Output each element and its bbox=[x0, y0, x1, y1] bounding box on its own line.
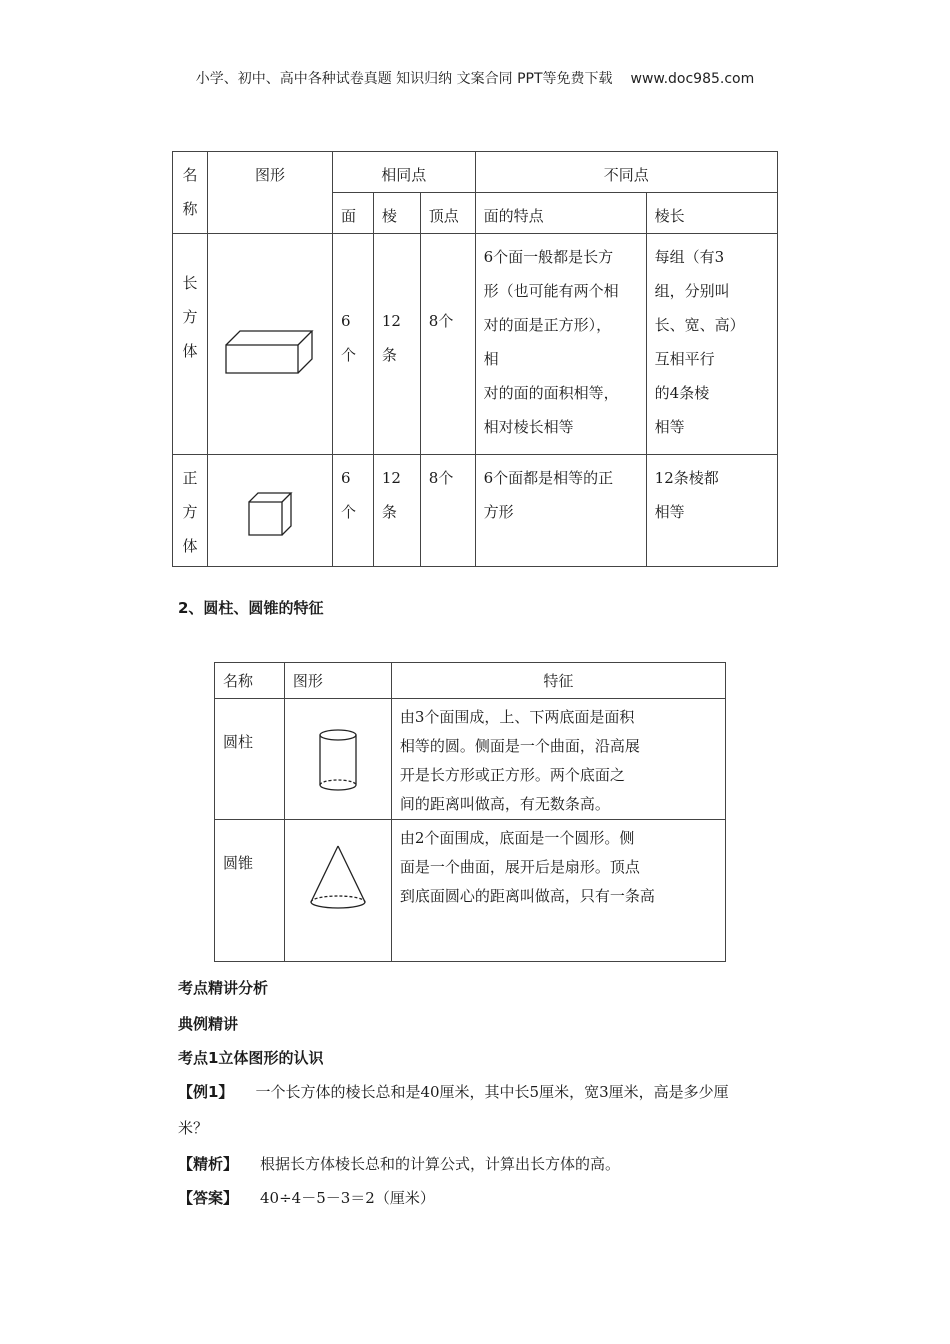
edges-num: 12 bbox=[381, 312, 401, 330]
header-shape: 图形 bbox=[207, 152, 332, 234]
t2-header-feature: 特征 bbox=[391, 663, 725, 699]
cube-faces bbox=[332, 455, 373, 567]
name-cube bbox=[173, 455, 208, 567]
edges-num: 12 bbox=[381, 469, 401, 487]
header-name-cell bbox=[173, 152, 208, 234]
name-char: 体 bbox=[182, 342, 198, 360]
section2-title: 2、圆柱、圆锥的特征 bbox=[178, 599, 324, 617]
header-diff: 不同点 bbox=[475, 152, 777, 193]
analysis-text: 根据长方体棱长总和的计算公式，计算出长方体的高。 bbox=[260, 1155, 621, 1173]
header-name-char: 称 bbox=[182, 200, 198, 218]
name-char: 方 bbox=[182, 308, 198, 326]
answer-tag: 【答案】 bbox=[178, 1189, 239, 1207]
cone-figure-cell bbox=[284, 820, 391, 962]
cylinder-feature bbox=[391, 699, 725, 820]
analysis-title: 考点精讲分析 bbox=[178, 979, 269, 997]
cube-figure-cell bbox=[207, 455, 332, 567]
feature-line: 相对棱长相等 bbox=[483, 418, 574, 436]
header-name-char: 名 bbox=[182, 166, 198, 184]
edge-line: 相等 bbox=[654, 503, 685, 521]
cuboid-figure bbox=[216, 317, 324, 377]
cylinder-figure-cell bbox=[284, 699, 391, 820]
edge-line: 长、宽、高） bbox=[654, 316, 745, 334]
feature-line: 方形 bbox=[483, 503, 514, 521]
header-edge: 棱 bbox=[373, 193, 420, 234]
name-char: 方 bbox=[182, 503, 198, 521]
cone-figure bbox=[305, 842, 371, 914]
faces-unit: 个 bbox=[340, 503, 356, 521]
header-face-feature: 面的特点 bbox=[475, 193, 646, 234]
cuboid-faces bbox=[332, 234, 373, 455]
name-cylinder: 圆柱 bbox=[215, 699, 285, 820]
name-cone: 圆锥 bbox=[215, 820, 285, 962]
analysis-tag: 【精析】 bbox=[178, 1155, 239, 1173]
feature-line: 开是长方形或正方形。两个底面之 bbox=[399, 766, 625, 784]
cube-edge-length bbox=[646, 455, 777, 567]
edge-line: 组，分别叫 bbox=[654, 282, 730, 300]
feature-line: 对的面的面积相等， bbox=[483, 384, 619, 402]
example-title: 典例精讲 bbox=[178, 1015, 239, 1033]
cuboid-edge-length bbox=[646, 234, 777, 455]
page-header bbox=[0, 68, 950, 88]
feature-line: 6个面都是相等的正 bbox=[483, 469, 614, 487]
cube-vertices: 8个 bbox=[420, 455, 475, 567]
answer-text: 40÷4－5－3＝2（厘米） bbox=[260, 1189, 435, 1207]
feature-line: 对的面是正方形）， bbox=[483, 316, 612, 334]
cuboid-edges bbox=[373, 234, 420, 455]
feature-line: 面是一个曲面，展开后是扇形。顶点 bbox=[399, 858, 640, 876]
cuboid-face-feature bbox=[475, 234, 646, 455]
feature-line: 由2个面围成，底面是一个圆形。侧 bbox=[399, 829, 635, 847]
feature-line: 相 bbox=[483, 350, 499, 368]
header-vertex: 顶点 bbox=[420, 193, 475, 234]
edge-line: 的4条棱 bbox=[654, 384, 710, 402]
cube-figure bbox=[240, 485, 300, 543]
cone-feature bbox=[391, 820, 725, 962]
feature-line: 由3个面围成，上、下两底面是面积 bbox=[399, 708, 635, 726]
cylinder-figure bbox=[313, 727, 363, 795]
cube-face-feature bbox=[475, 455, 646, 567]
answer-block bbox=[178, 1180, 818, 1216]
t2-header-shape: 图形 bbox=[284, 663, 391, 699]
cube-edges bbox=[373, 455, 420, 567]
analysis-block bbox=[178, 1146, 818, 1182]
feature-line: 形（也可能有两个相 bbox=[483, 282, 619, 300]
edges-unit: 条 bbox=[381, 346, 397, 364]
edge-line: 互相平行 bbox=[654, 350, 715, 368]
cylinder-cone-table bbox=[214, 662, 726, 962]
name-char: 长 bbox=[182, 274, 198, 292]
example1-text: 一个长方体的棱长总和是40厘米，其中长5厘米，宽3厘米，高是多少厘 bbox=[255, 1083, 729, 1101]
edge-line: 每组（有3 bbox=[654, 248, 725, 266]
header-same: 相同点 bbox=[332, 152, 475, 193]
header-face: 面 bbox=[332, 193, 373, 234]
header-url[interactable]: www.doc985.com bbox=[630, 71, 755, 87]
kaodian-title: 考点1立体图形的认识 bbox=[178, 1049, 324, 1067]
feature-line: 6个面一般都是长方 bbox=[483, 248, 614, 266]
example1 bbox=[178, 1074, 818, 1146]
faces-unit: 个 bbox=[340, 346, 356, 364]
feature-line: 到底面圆心的距离叫做高，只有一条高 bbox=[399, 887, 655, 905]
edges-unit: 条 bbox=[381, 503, 397, 521]
name-char: 正 bbox=[182, 469, 198, 487]
cuboid-vertices: 8个 bbox=[420, 234, 475, 455]
example1-text-cont: 米？ bbox=[178, 1119, 209, 1137]
cuboid-cube-table bbox=[172, 151, 778, 567]
faces-num: 6 bbox=[340, 469, 351, 487]
feature-line: 间的距离叫做高，有无数条高。 bbox=[399, 795, 610, 813]
header-text: 小学、初中、高中各种试卷真题 知识归纳 文案合同 PPT等免费下载 bbox=[195, 71, 613, 87]
name-cuboid bbox=[173, 234, 208, 455]
edge-line: 12条棱都 bbox=[654, 469, 719, 487]
header-edge-length: 棱长 bbox=[646, 193, 777, 234]
cuboid-figure-cell bbox=[207, 234, 332, 455]
faces-num: 6 bbox=[340, 312, 351, 330]
name-char: 体 bbox=[182, 537, 198, 555]
edge-line: 相等 bbox=[654, 418, 685, 436]
t2-header-name: 名称 bbox=[215, 663, 285, 699]
feature-line: 相等的圆。侧面是一个曲面，沿高展 bbox=[399, 737, 640, 755]
example1-tag: 【例1】 bbox=[178, 1083, 234, 1101]
